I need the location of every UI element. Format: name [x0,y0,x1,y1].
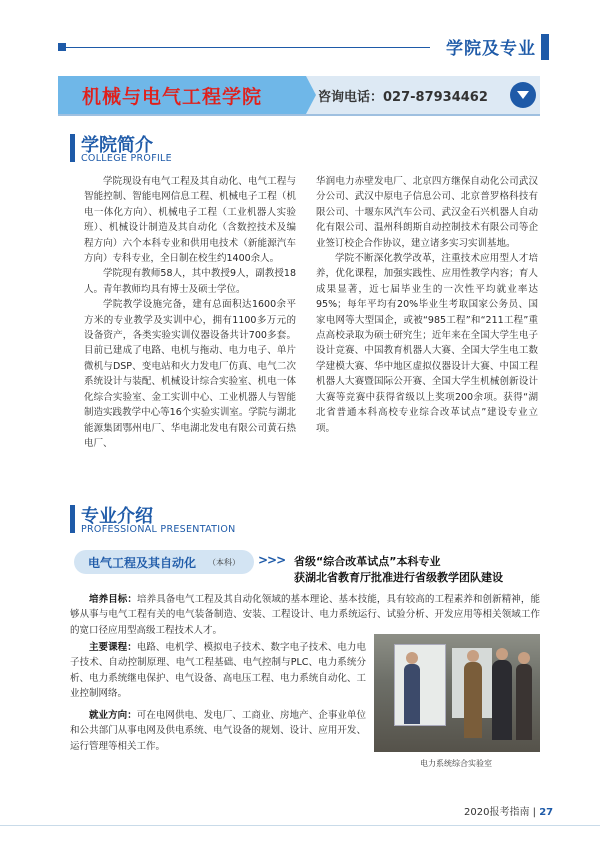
profile-paragraph: 学院现设有电气工程及其自动化、电气工程与智能控制、智能电网信息工程、机械电子工程（机电一体化方向）、机械电子工程（工业机器人实验班）、机械设计制造及其自动化（含数控技术及编程方向）六个本科专业和供用电技术（新能源汽车方向）专科专业，全日制在校生约1400余人。 [84,176,296,265]
majors-heading-bar [70,505,75,533]
profile-paragraph: 华润电力赤壁发电厂、北京四方继保自动化公司武汉分公司、武汉中原电子信息公司、北京普罗格科技有限公司、十堰东风汽车公司、武汉金石兴机器人自动化有限公司、温州科朗斯自动控制技术有限公司等企业签订校企合作协议，建立诸多实习实训基地。 [316,176,538,249]
college-name: 机械与电气工程学院 [82,86,263,108]
major-jobs [70,708,366,754]
major-jobs-text: 可在电网供电、发电厂、工商业、房地产、企事业单位和公共部门从事电网及供电系统、电气设备的规划、设计、应用开发、运行管理等相关工作。 [70,710,366,752]
major-goal [70,592,540,638]
major-courses [70,640,366,702]
footer-divider [0,825,600,826]
major-name: 电气工程及其自动化 [88,556,197,570]
major-level: （本科） [208,558,240,567]
major-honor: 获湖北省教育厅批准进行省级教学团队建设 [294,571,503,584]
chevron-right-icon: >>> [258,553,286,567]
profile-paragraph: 学院不断深化教学改革，注重技术应用型人才培养，优化课程，加强实践性、应用性教学内容；育人成果显著，近七届毕业生的一次性平均就业率达95%；每年平均有20%毕业生考取国家公务员、国家电网等大型国企，或被“985工程”和“211工程”重点高校录取为硕士研究生；近年来在全国大学生电子设计竞赛、中国教育机器人大赛、全国大学生电工数学建模大赛、华中地区虚拟仪器设计大赛、中国工程机器人大赛暨国际公开赛、全国大学生机械创新设计大赛等竞赛中获得省级以上奖项200余项。获得“湖北省普通本科高校专业综合改革试点”建设专业立项。 [316,253,538,434]
college-phone: 咨询电话：027-87934462 [318,90,488,105]
majors-heading-english: PROFESSIONAL PRESENTATION [81,524,236,535]
profile-right-column [316,174,538,436]
major-courses-label: 主要课程： [89,642,137,653]
page-number: 27 [539,807,554,818]
footer-guide: 2020报考指南 [464,807,530,818]
profile-heading: 学院简介 [81,135,153,156]
section-title: 学院及专业 [446,39,536,59]
profile-heading-english: COLLEGE PROFILE [81,153,172,164]
major-courses-text: 电路、电机学、模拟电子技术、数字电子技术、电力电子技术、自动控制原理、电气工程基础、电气控制与PLC、电力系统分析、电力系统继电保护、电气设备、高电压工程、电力系统自动化、工业控制网络。 [70,642,366,700]
major-goal-label: 培养目标： [89,594,137,605]
footer [464,803,553,818]
photo-caption: 电力系统综合实验室 [420,759,492,768]
majors-heading: 专业介绍 [81,506,153,527]
major-goal-text: 培养具备电气工程及其自动化领域的基本理论、基本技能，具有较高的工程素养和创新精神，能够从事与电气工程有关的电气装备制造、安装、工程设计、电力系统运行、试验分析、开发应用等相关领域工作的宽口径应用型高级工程技术人才。 [70,594,540,636]
major-honor: 省级“综合改革试点”本科专业 [294,555,441,568]
profile-paragraph: 学院现有教师58人，其中教授9人，副教授18人。青年教师均具有博士及硕士学位。 [84,268,296,295]
major-jobs-label: 就业方向： [89,710,137,721]
section-title-accent [541,34,549,60]
lab-photo [374,634,540,752]
footer-separator: | [532,807,537,818]
profile-paragraph: 学院教学设施完备，建有总面积达1600余平方米的专业教学及实训中心，拥有1100多万元的设备资产，各类实验实训仪器设备共计700多套。目前已建成了电路、电机与拖动、电力电子、单片微机与DSP、变电站和火力发电厂仿真、电气二次系统设计与装配、机械设计综合实验室、机电一体化综合实验室、金工实训中心、工业机器人与智能制造实践教学中心等16个实验实训室。学院与湖北能源集团鄂州电厂、华电湖北发电有限公司黄石热电厂、 [84,299,296,449]
profile-left-column [84,174,296,451]
chevron-down-icon [510,82,536,108]
college-name-arrow-tip [306,76,316,114]
profile-heading-bar [70,134,75,162]
header-divider [58,47,430,48]
